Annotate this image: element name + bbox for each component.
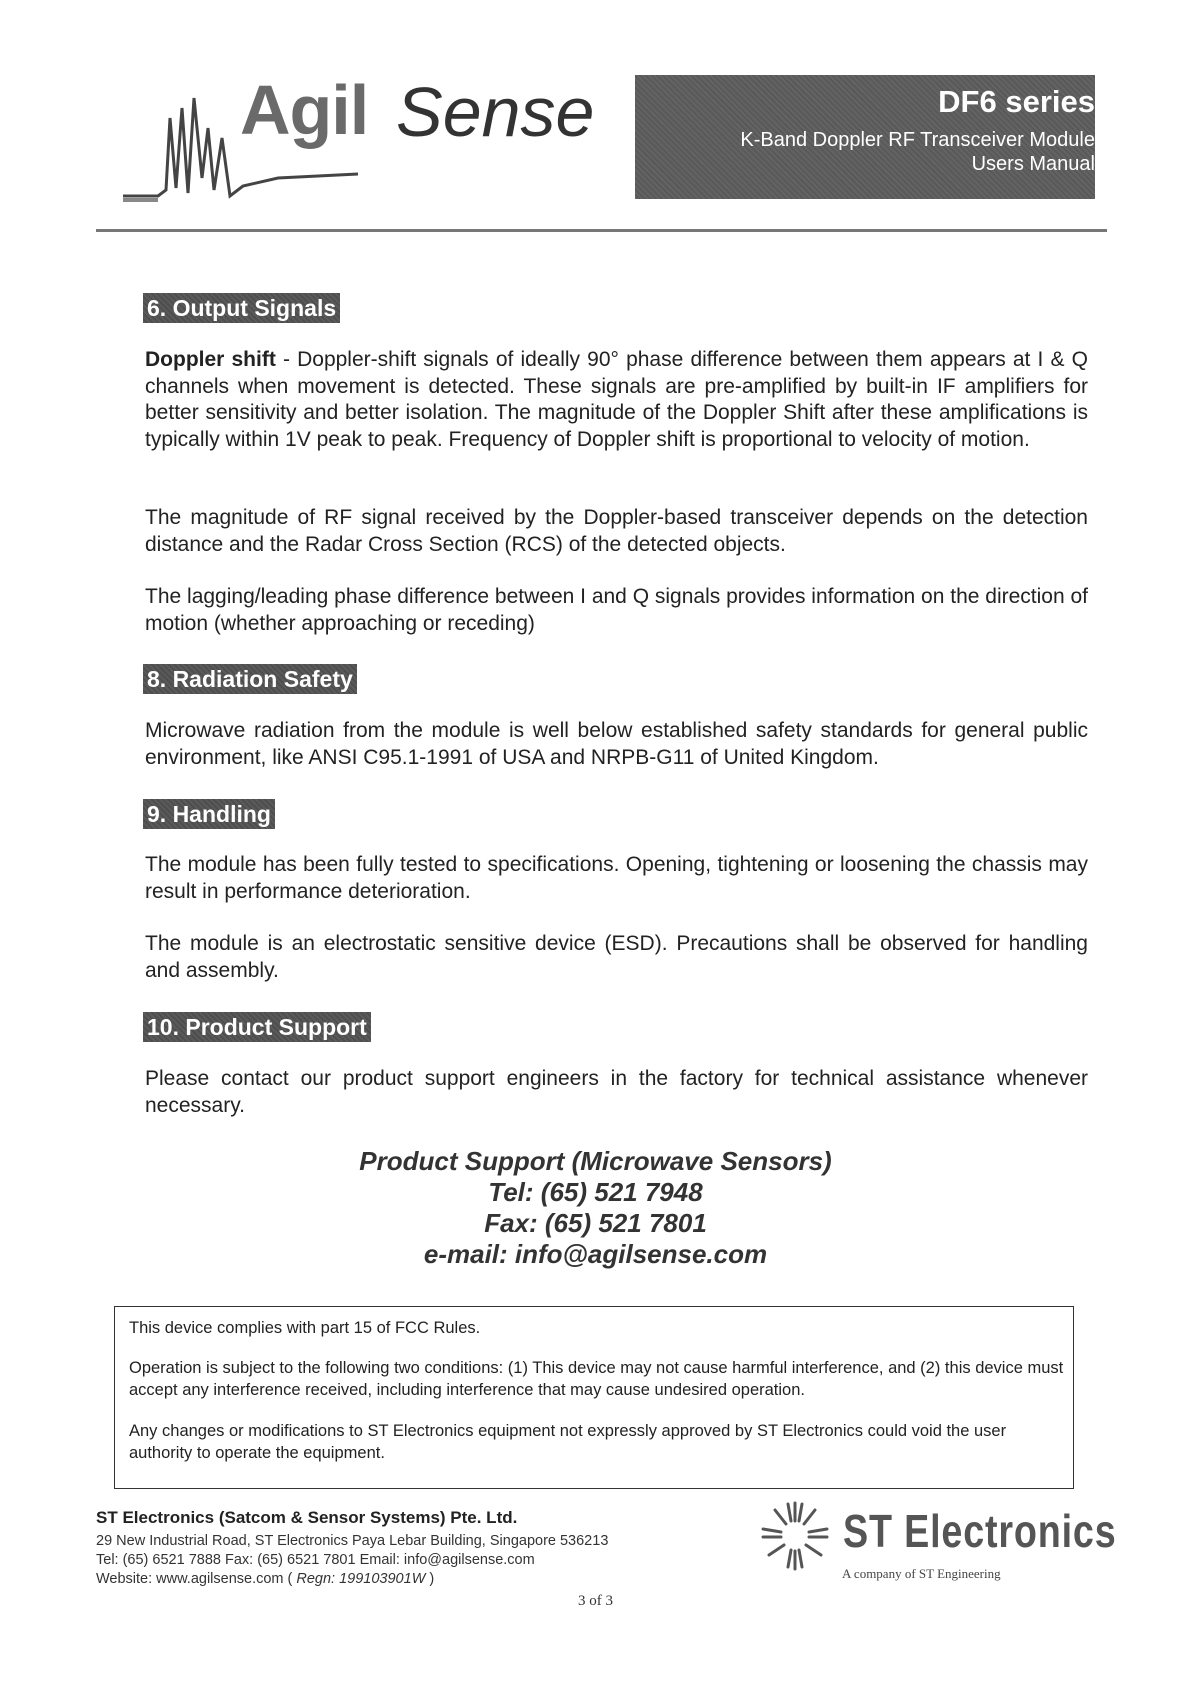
fcc-line-1: This device complies with part 15 of FCC Rules. [129,1319,481,1337]
page-number: 3 of 3 [578,1593,613,1609]
radiation-paragraph: Microwave radiation from the module is well below established safety standards for general public environment, like ANSI C95.1-1991 of USA and NRPB-G11 of United Kingdom. [145,719,1088,769]
logo-wordmark-sense: Sense [396,73,595,151]
contact-tel: Tel: (65) 521 7948 [488,1177,703,1207]
st-electronics-burst-icon [755,1495,835,1575]
logo-wordmark-agil: Agil [240,71,369,149]
document-type: Users Manual [971,153,1095,175]
footer-contact: Tel: (65) 6521 7888 Fax: (65) 6521 7801 Email: info@agilsense.com [96,1552,535,1568]
section-heading-output-signals: 6. Output Signals [143,293,340,323]
fcc-line-2: Operation is subject to the following two conditions: (1) This device may not cause harmful interference, and (2) this device must accept any interference received, including interference that may cause undesired operation. [129,1359,1064,1399]
output-paragraph-3: The lagging/leading phase difference between I and Q signals provides information on the direction of motion (whether approaching or receding) [145,585,1088,635]
handling-paragraph-2: The module is an electrostatic sensitive device (ESD). Precautions shall be observed for handling and assembly. [145,932,1088,982]
product-module: K-Band Doppler RF Transceiver Module [740,129,1095,151]
product-series: DF6 series [938,84,1095,119]
footer-address: 29 New Industrial Road, ST Electronics Paya Lebar Building, Singapore 536213 [96,1533,609,1549]
handling-paragraph-1: The module has been fully tested to specifications. Opening, tightening or loosening the chassis may result in performance deterioration. [145,853,1088,903]
footer-company: ST Electronics (Satcom & Sensor Systems) Pte. Ltd. [96,1508,518,1527]
fcc-line-3: Any changes or modifications to ST Electronics equipment not expressly approved by ST Electronics could void the user authority to operate the equipment. [129,1422,1007,1462]
header-divider [96,229,1107,232]
contact-email: e-mail: info@agilsense.com [423,1239,768,1269]
doppler-shift-lead: Doppler shift [145,348,276,371]
output-paragraph-2: The magnitude of RF signal received by the Doppler-based transceiver depends on the detection distance and the Radar Cross Section (RCS) of the detected objects. [145,506,1088,556]
contact-title: Product Support (Microwave Sensors) [359,1146,832,1176]
output-paragraph-1: Doppler shift - Doppler-shift signals of ideally 90° phase difference between them appears at I & Q channels when movement is detected. These signals are pre-amplified by built-in IF amplifiers for better sensitivity and better isolation. The magnitude of the Doppler Shift after these amplifications is typically within 1V peak to peak. Frequency of Doppler shift is proportional to velocity of motion. [145,348,1088,451]
st-engineering-tagline: A company of ST Engineering [842,1566,1001,1581]
contact-fax: Fax: (65) 521 7801 [484,1208,707,1238]
st-electronics-brand: ST Electronics [843,1505,1117,1557]
section-heading-handling: 9. Handling [143,799,275,829]
section-heading-product-support: 10. Product Support [143,1012,371,1042]
support-paragraph: Please contact our product support engineers in the factory for technical assistance whenever necessary. [145,1067,1088,1117]
footer-website: Website: www.agilsense.com ( Regn: 199103901W ) [96,1571,435,1587]
section-heading-radiation-safety: 8. Radiation Safety [143,664,357,694]
